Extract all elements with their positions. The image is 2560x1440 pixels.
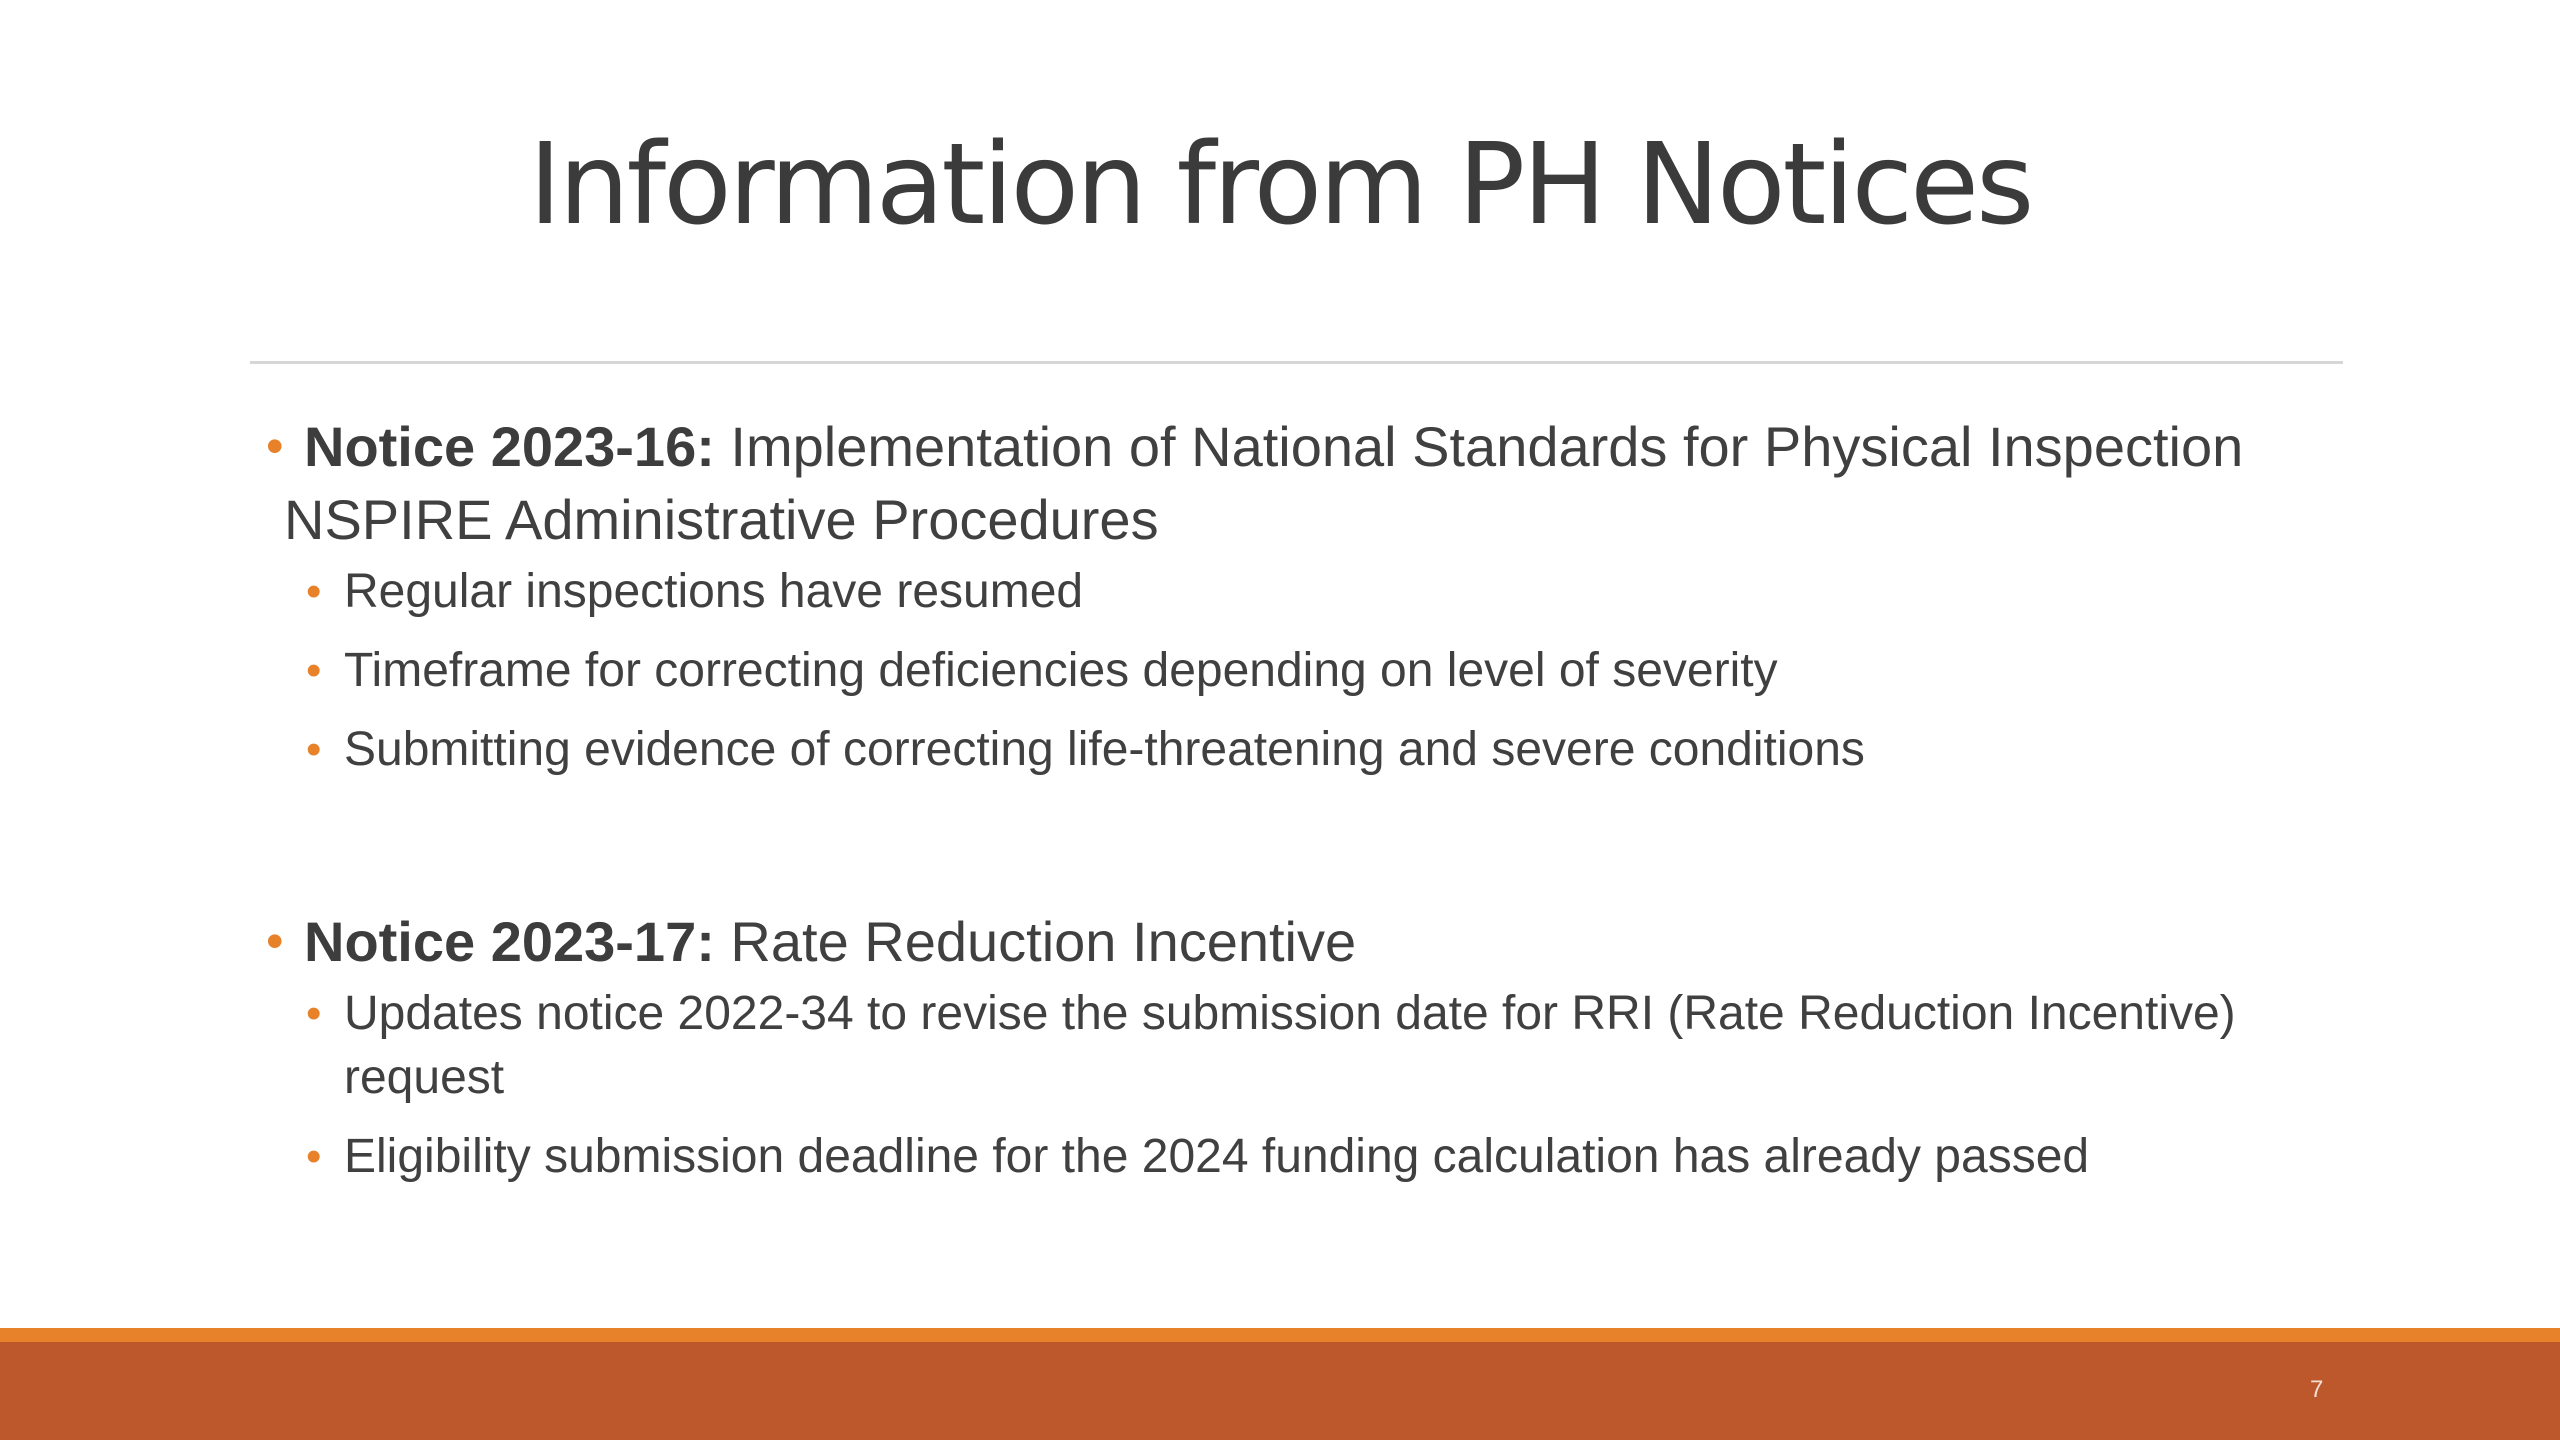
- notice-text: Implementation of National Standards for Physical Inspection NSPIRE Administrative Procedures: [284, 415, 2244, 551]
- notice-text: Rate Reduction Incentive: [714, 910, 1357, 973]
- title-divider: [250, 361, 2343, 364]
- footer-bar: [0, 1342, 2560, 1440]
- bullet-icon: •: [306, 989, 322, 1038]
- list-item: [266, 560, 2326, 624]
- page-number: 7: [2310, 1376, 2324, 1403]
- list-item-text: Submitting evidence of correcting life-threatening and severe conditions: [344, 723, 1865, 776]
- list-item-text: Updates notice 2022-34 to revise the submission date for RRI (Rate Reduction Incentive) request: [344, 987, 2236, 1104]
- notice-subitems: [266, 560, 2326, 782]
- notice-heading: Notice 2023-17:: [304, 910, 715, 973]
- bullet-icon: •: [306, 646, 322, 695]
- slide-content: [266, 410, 2326, 1204]
- list-item: [266, 1125, 2326, 1189]
- notice-item: [266, 905, 2326, 978]
- list-item: [266, 639, 2326, 703]
- footer-accent-bar: [0, 1328, 2560, 1342]
- list-item-text: Timeframe for correcting deficiencies depending on level of severity: [344, 644, 1778, 697]
- notice-subitems: [266, 982, 2326, 1189]
- bullet-icon: •: [266, 418, 284, 474]
- slide-title: Information from PH Notices: [528, 120, 2032, 250]
- list-item: [266, 982, 2326, 1110]
- bullet-icon: •: [266, 913, 284, 969]
- list-item-text: Regular inspections have resumed: [344, 565, 1084, 618]
- bullet-icon: •: [306, 1132, 322, 1181]
- list-item: [266, 718, 2326, 782]
- notice-heading: Notice 2023-16:: [304, 415, 715, 478]
- bullet-icon: •: [306, 567, 322, 616]
- bullet-icon: •: [306, 725, 322, 774]
- notice-item: [266, 410, 2326, 556]
- list-item-text: Eligibility submission deadline for the 2024 funding calculation has already passed: [344, 1130, 2090, 1183]
